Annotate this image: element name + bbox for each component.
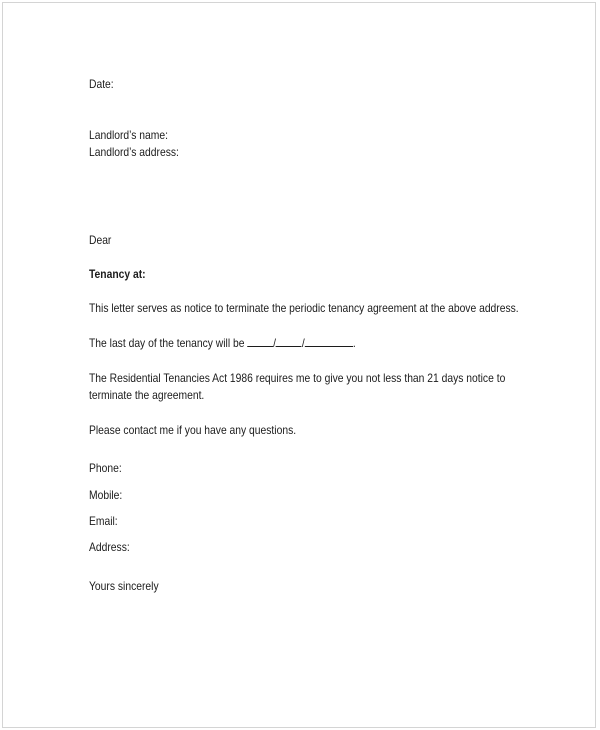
last-day-prefix: The last day of the tenancy will be: [89, 336, 245, 350]
salutation: Dear: [89, 233, 112, 247]
contact-sentence: Please contact me if you have any questions.: [89, 423, 297, 437]
landlord-name-label: Landlord’s name:: [89, 128, 168, 142]
tenancy-label: Tenancy at:: [89, 267, 146, 281]
last-day-suffix: .: [352, 336, 356, 350]
notice-sentence: This letter serves as notice to terminate the periodic tenancy agreement at the above address.: [89, 301, 519, 315]
day-blank[interactable]: [247, 335, 273, 347]
date-label: Date:: [89, 77, 114, 91]
date-separator: /: [301, 336, 305, 350]
year-blank[interactable]: [305, 335, 353, 347]
document-page: [2, 2, 596, 728]
mobile-label: Mobile:: [89, 488, 123, 502]
date-separator: /: [273, 336, 277, 350]
act-line-2: terminate the agreement.: [89, 388, 205, 402]
last-day-sentence: [89, 335, 356, 352]
month-blank[interactable]: [276, 335, 302, 347]
closing: Yours sincerely: [89, 579, 159, 593]
phone-label: Phone:: [89, 461, 122, 475]
act-line-1: The Residential Tenancies Act 1986 requires me to give you not less than 21 days notice to: [89, 371, 506, 385]
address-label: Address:: [89, 540, 130, 554]
email-label: Email:: [89, 514, 118, 528]
landlord-address-label: Landlord’s address:: [89, 145, 179, 159]
